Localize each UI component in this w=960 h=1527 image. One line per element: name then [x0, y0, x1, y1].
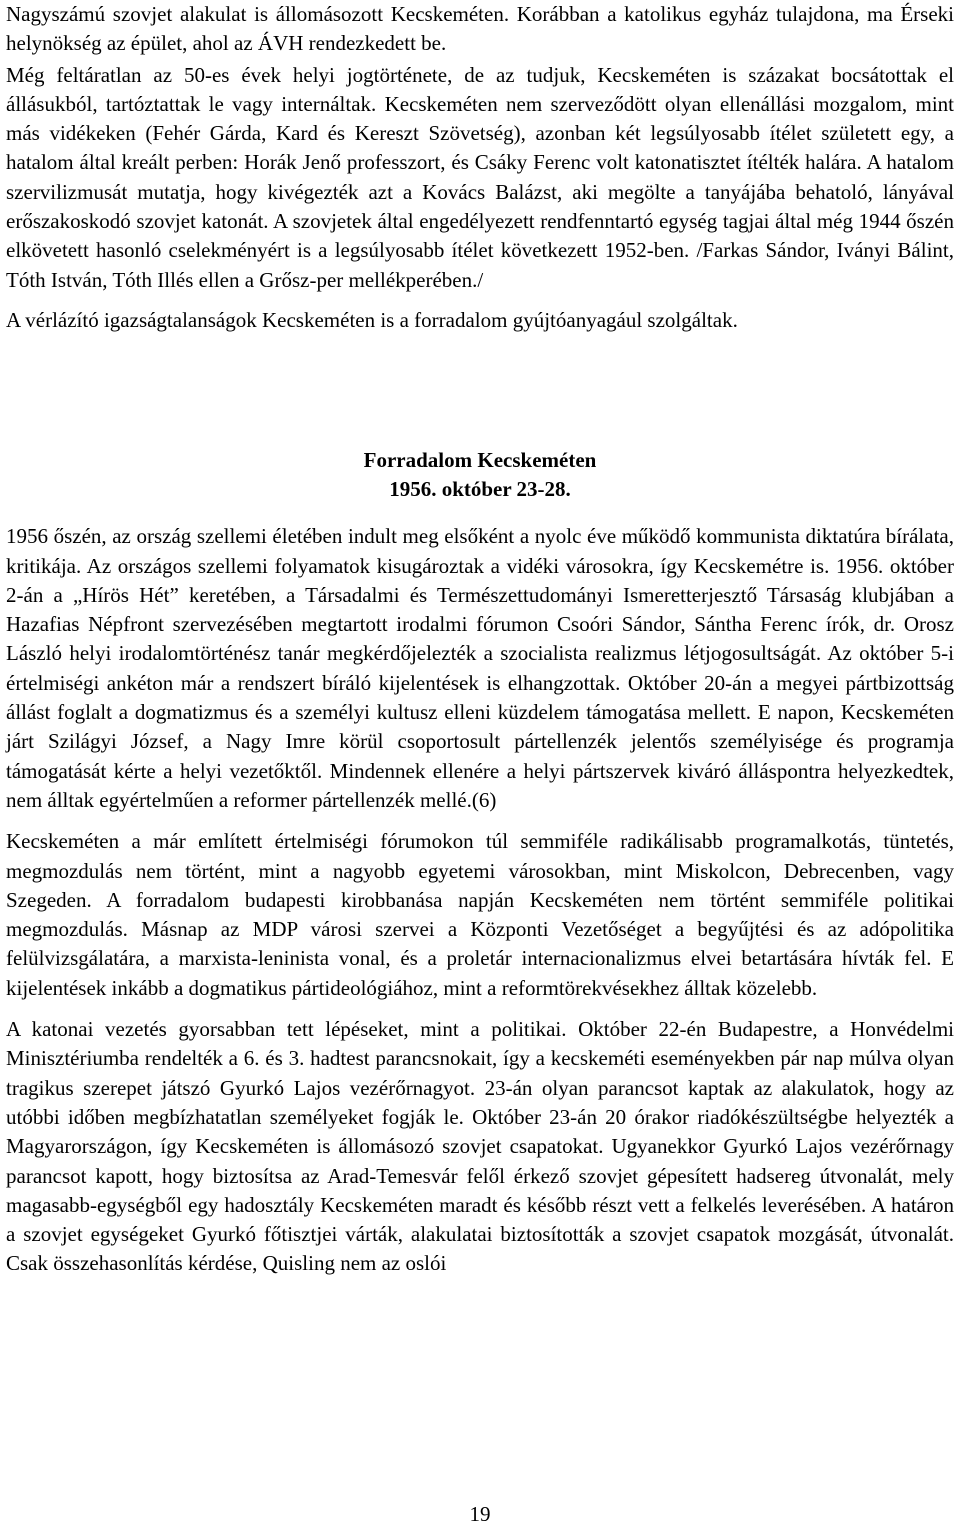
page-number: 19 — [469, 1502, 491, 1526]
paragraph: 1956 őszén, az ország szellemi életében indult meg elsőként a nyolc éve működő kommunista diktatúra bírálata, kritikája. Az országos szellemi folyamatok kisugároztak a vidéki városokra, így Kecskemétre is. 1956. október 2-án a „Hírös Hét” keretében, a Társadalmi és Természettudományi Ismeretterjesztő Társaság klubjában a Hazafias Népfront szervezésében megtartott irodalmi fórumon Csoóri Sándor, Sántha Ferenc írók, dr. Orosz László helyi irodalomtörténész tanár megkérdőjelezték a szocialista realizmus létjogosultságát. Az október 5-i értelmiségi ankéton már a rendszert bíráló kijelentések is elhangzottak. Október 20-án a megyei pártbizottság állást foglalt a dogmatizmus és a személyi kultusz elleni küzdelem támogatása mellett. E napon, Kecskeméten járt Szilágyi József, a Nagy Imre körül csoportosult pártellenzék jelentős személyisége és programja támogatását kérte a helyi vezetőktől. Mindennek ellenére a helyi pártszervek kiváró álláspontra helyezkedtek, nem álltak egyértelműen a reformer pártellenzék mellé.(6) — [6, 524, 954, 812]
paragraph: A vérlázító igazságtalanságok Kecskeméten is a forradalom gyújtóanyagául szolgáltak. — [6, 307, 738, 332]
paragraph: Nagyszámú szovjet alakulat is állomásozott Kecskeméten. Korábban a katolikus egyház tulajdona, ma Érseki helynökség az épület, ahol az ÁVH rendezkedett be. — [6, 2, 954, 56]
document-page — [6, 0, 954, 1279]
section-dates: 1956. október 23-28. — [389, 477, 571, 502]
paragraph: Még feltáratlan az 50-es évek helyi jogtörténete, de az tudjuk, Kecskeméten is százakat bocsátottak el állásukból, tartóztattak le vagy internáltak. Kecskeméten nem szerveződött olyan ellenállási mozgalom, mint más vidékeken (Fehér Gárda, Kard és Kereszt Szövetség), azonban két legsúlyosabb ítélet született egy, a hatalom által kreált perben: Horák Jenő professzort, és Csáky Ferenc volt katonatisztet ítélték halára. A hatalom szervilizmusát mutatja, hogy kivégezték azt a Kovács Balázst, aki megölte a tanyájába behatoló, lányával erőszakoskodó szovjet katonát. A szovjetek által engedélyezett rendfenntartó egység tagjai által még 1944 őszén elkövetett hasonló cselekményért is a legsúlyosabb ítélet következett 1952-ben. /Farkas Sándor, Iványi Bálint, Tóth István, Tóth Illés ellen a Grősz-per mellékperében./ — [6, 62, 954, 292]
paragraph: A katonai vezetés gyorsabban tett lépéseket, mint a politikai. Október 22-én Budapestre, a Honvédelmi Minisztériumba rendelték a 6. és 3. hadtest parancsnokait, így a kecskeméti eseményekben pár nap múlva olyan tragikus szerepet játszó Gyurkó Lajos vezérőrnagyot. 23-án olyan parancsot kaptak az alakulatok, hogy az utóbbi időben megbízhatatlan személyeket fogják le. Október 23-án 20 órakor riadókészültségbe helyezték a Magyarországon, így Kecskeméten is állomásozó szovjet csapatokat. Ugyanekkor Gyurkó Lajos vezérőrnagy parancsot kapott, hogy biztosítsa az Arad-Temesvár felől érkező szovjet gépesített hadsereg útvonalát, mely magasabb-egységből egy hadosztály Kecskeméten maradt és később részt vett a felkelés leverésében. A határon a szovjet egységeket Gyurkó főtisztjei várták, alakulatai biztosították a szovjet csapatok mozgását, útvonalát. Csak összehasonlítás kérdése, Quisling nem az oslói — [6, 1017, 954, 1276]
paragraph: Kecskeméten a már említett értelmiségi fórumokon túl semmiféle radikálisabb programalkotás, tüntetés, megmozdulás nem történt, mint a nagyobb egyetemi városokban, mint Miskolcon, Debrecenben, vagy Szegeden. A forradalom budapesti kirobbanása napján Kecskeméten nem történt semmiféle politikai megmozdulás. Másnap az MDP városi szervei a Központi Vezetőséget a begyűjtési és az adópolitika felülvizsgálatára, a marxista-leninista vonal, és a proletár internacionalizmus elvei betartására hívták fel. E kijelentések inkább a dogmatikus pártideológiához, mint a reformtörekvésekhez álltak közelebb. — [6, 829, 954, 1000]
section-heading — [6, 446, 954, 504]
section-title: Forradalom Kecskeméten — [363, 448, 597, 473]
